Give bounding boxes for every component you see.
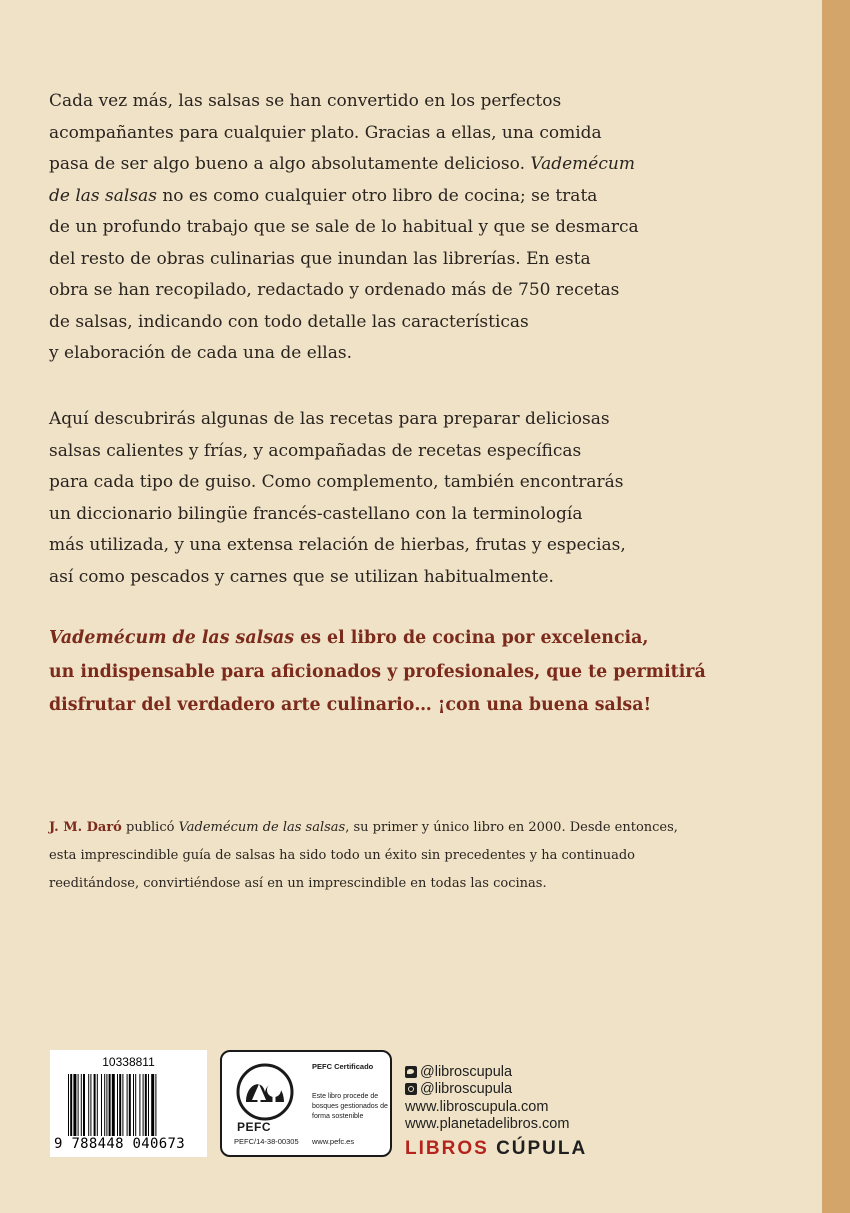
pefc-website: www.pefc.es [312,1137,355,1146]
spine-strip [822,0,850,1213]
text-line: Aquí descubrirás algunas de las recetas para preparar deliciosas [49,409,610,429]
text-line: un indispensable para aficionados y profesionales, que te permitirá [49,661,706,682]
text-line: salsas calientes y frías, y acompañadas de recetas específicas [49,440,582,461]
text-line: obra se han recopilado, redactado y ordenado más de 750 recetas [49,280,620,300]
text-line: Vademécum de las salsas es el libro de cocina por excelencia, [49,628,649,648]
text-line: y elaboración de cada una de ellas. [49,343,352,363]
text-line: más utilizada, y una extensa relación de hierbas, frutas y especias, [49,535,626,555]
twitter-row [405,1063,569,1081]
text-line: pasa de ser algo bueno a algo absolutamente delicioso. Vademécum [49,154,635,174]
pefc-description: Este libro procede de bosques gestionados de forma sostenible [312,1093,388,1120]
instagram-handle: @libroscupula [420,1081,513,1098]
text-line: de las salsas no es como cualquier otro libro de cocina; se trata [49,185,598,206]
text-line: acompañantes para cualquier plato. Gracias a ellas, una comida [49,122,602,143]
book-title-italic: Vademécum [530,154,635,174]
text-line: disfrutar del verdadero arte culinario… ¡con una buena salsa! [49,695,652,715]
pefc-code: PEFC/14-38-00305 [234,1137,299,1146]
text-line: de salsas, indicando con todo detalle las características [49,311,529,332]
book-title-italic: de las salsas [49,185,157,206]
barcode-bars [68,1074,192,1136]
text-line: reeditándose, convirtiéndose así en un imprescindible en todas las cocinas. [49,876,547,891]
publisher-logo [405,1138,587,1160]
text-line: así como pescados y carnes que se utilizan habitualmente. [49,566,554,587]
pefc-logo-text: PEFC [237,1120,272,1134]
description-paragraph-2 [49,404,626,593]
isbn-barcode [50,1050,207,1157]
publisher-logo-part2: CÚPULA [496,1138,588,1159]
highlight-paragraph [49,622,706,723]
pefc-certified-label: PEFC Certificado [312,1062,374,1071]
text-line: de un profundo trabajo que se sale de lo habitual y que se desmarca [49,217,639,237]
text-line: un diccionario bilingüe francés-castellano con la terminología [49,503,583,524]
text-line: esta imprescindible guía de salsas ha sido todo un éxito sin precedentes y ha continuado [49,848,635,863]
book-title-italic: Vademécum de las salsas [178,820,346,835]
instagram-icon [405,1083,417,1095]
publisher-contact [405,1063,569,1133]
author-bio [49,814,678,898]
isbn-digits: 9 788448 040673 [54,1136,185,1152]
website-2: www.planetadelibros.com [405,1116,570,1133]
publisher-logo-part1: LIBROS [405,1138,489,1159]
text-line: J. M. Daró publicó Vademécum de las salsas, su primer y único libro en 2000. Desde entonces, [49,820,678,835]
twitter-handle: @libroscupula [420,1063,513,1080]
text-line: Cada vez más, las salsas se han convertido en los perfectos [49,91,562,111]
pefc-tree-icon [232,1062,298,1128]
author-name: J. M. Daró [49,820,122,835]
description-paragraph-1 [49,86,639,370]
barcode-code: 10338811 [102,1055,155,1069]
twitter-icon [405,1066,417,1078]
text-line: para cada tipo de guiso. Como complemento, también encontrarás [49,472,624,492]
text-line: del resto de obras culinarias que inundan las librerías. En esta [49,248,591,269]
book-title-italic: Vademécum de las salsas [49,628,295,648]
instagram-row [405,1081,569,1099]
website-1: www.libroscupula.com [405,1098,549,1115]
pefc-certification-box [220,1050,392,1157]
